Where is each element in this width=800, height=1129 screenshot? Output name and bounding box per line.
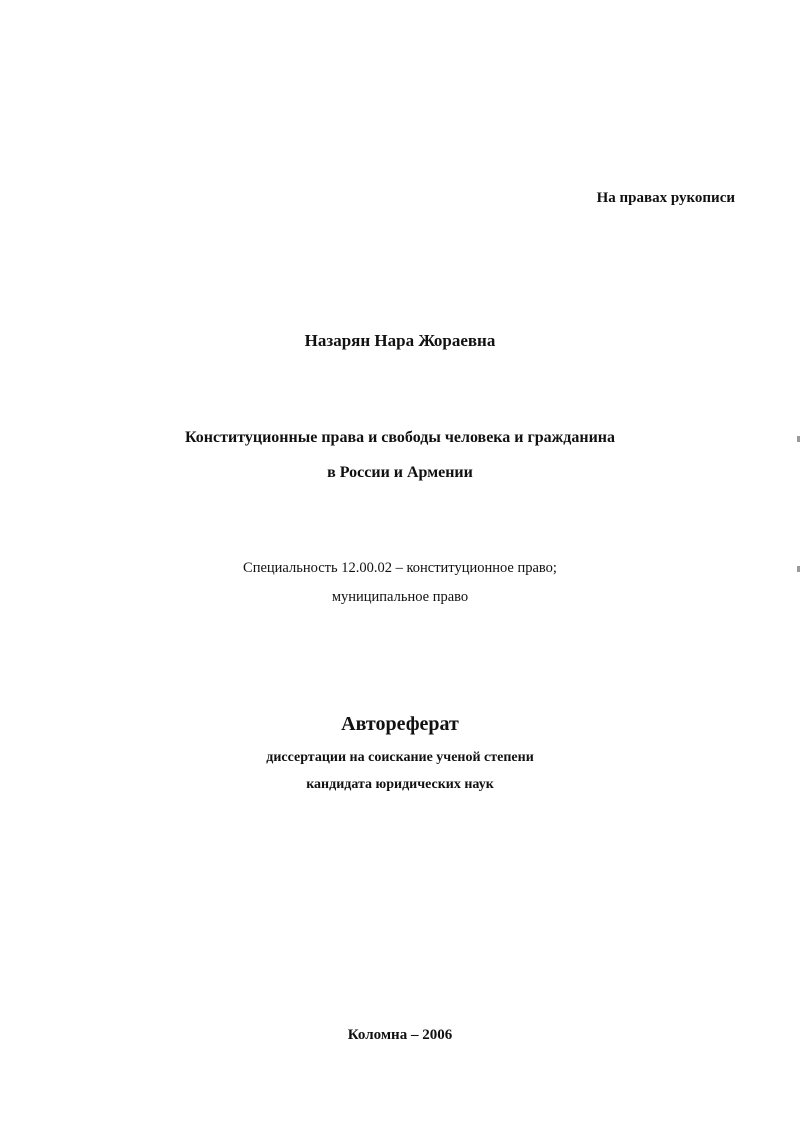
dissertation-title-line-2: в России и Армении [327, 464, 473, 481]
author-name: Назарян Нара Жораевна [304, 331, 496, 350]
manuscript-note: На правах рукописи [596, 190, 735, 206]
degree-purpose-line-2: кандидата юридических наук [306, 777, 494, 792]
specialty-line-2: муниципальное право [331, 589, 469, 605]
dissertation-title-line-1: Конституционные права и свободы человека и гражданина [185, 429, 615, 446]
document-type-heading: Автореферат [341, 713, 459, 735]
degree-purpose-line-1: диссертации на соискание ученой степени [266, 750, 534, 765]
place-and-year: Коломна – 2006 [347, 1027, 453, 1043]
specialty-line-1: Специальность 12.00.02 – конституционное право; [243, 560, 557, 576]
